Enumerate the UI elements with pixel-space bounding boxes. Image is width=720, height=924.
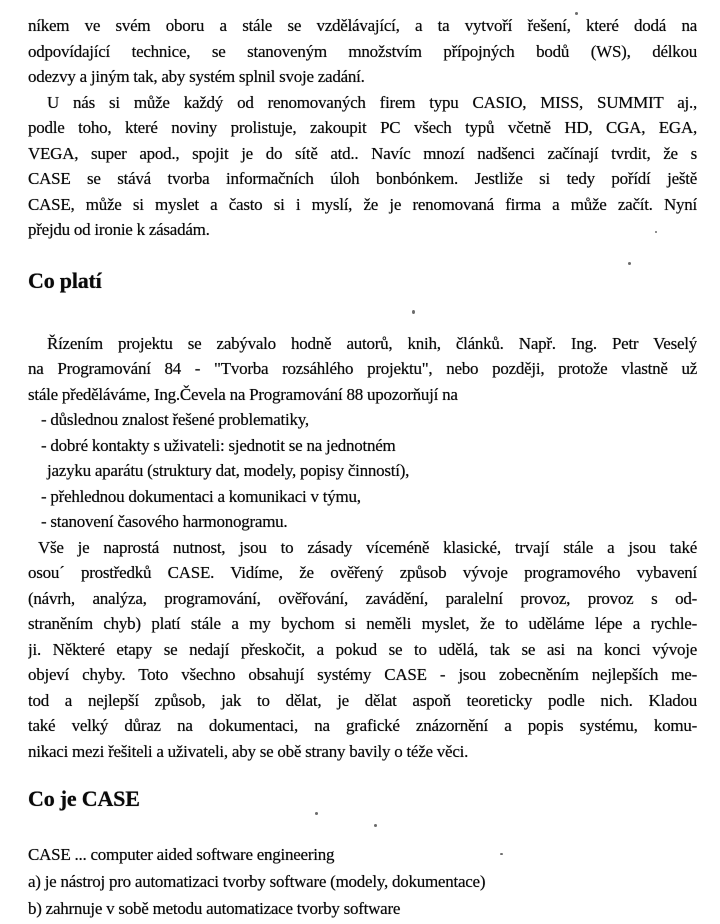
text-line: straněním chyb) platí stále a my bychom si neměli myslet, že to uděláme lépe a rychle-	[28, 614, 697, 633]
text-line: podle toho, které noviny prolistuje, zakoupit PC všech typů včetně HD, CGA, EGA,	[28, 118, 697, 137]
text-line: Vše je naprostá nutnost, jsou to zásady víceméně klasické, trvají stále a jsou také	[38, 537, 697, 557]
text-line: Řízením projektu se zabývalo hodně autorů, knih, článků. Např. Ing. Petr Veselý	[47, 333, 697, 353]
text-line: přejdu od ironie k zásadám.	[28, 220, 210, 239]
text-line: CASE, může si myslet a často si i myslí, že je renomovaná firma a může začít. Nyní	[28, 194, 697, 214]
document-page-text	[28, 13, 697, 922]
scan-speck	[412, 310, 415, 314]
text-line: - důslednou znalost řešené problematiky,	[41, 410, 309, 429]
scan-speck	[315, 812, 318, 815]
text-line: tod a nejlepší způsob, jak to dělat, je dělat aspoň teoreticky podle nich. Kladou	[28, 690, 697, 710]
scan-speck	[655, 231, 657, 233]
text-line: jazyku aparátu (struktury dat, modely, popisy činností),	[47, 461, 410, 480]
text-line: na Programování 84 - "Tvorba rozsáhlého projektu", nebo později, protože vlastně už	[28, 359, 697, 378]
scan-speck	[628, 262, 631, 265]
scan-speck	[500, 853, 503, 855]
scan-speck	[575, 12, 578, 15]
text-line: b) zahrnuje v sobě metodu automatizace tvorby software	[28, 899, 401, 918]
text-line: - dobré kontakty s uživateli: sjednotit se na jednotném	[41, 435, 396, 455]
paragraph-irony	[28, 90, 697, 243]
text-line: stále předěláváme, Ing.Čevela na Programování 88 upozorňují na	[28, 384, 458, 404]
heading-co-je-case: Co je CASE	[28, 786, 140, 811]
principles-list	[28, 407, 697, 535]
text-line: (návrh, analýza, programování, ověřování, zavádění, paralelní provoz, provoz s od-	[28, 588, 697, 608]
text-line: U nás si může každý od renomovaných firem typu CASIO, MISS, SUMMIT aj.,	[47, 92, 697, 112]
text-line: odpovídající technice, se stanoveným množstvím přípojných bodů (WS), délkou	[28, 41, 697, 61]
text-line: CASE se stává tvorba informačních úloh bonbónkem. Jestliže si tedy pořídí ještě	[28, 169, 697, 188]
text-line: VEGA, super apod., spojit je do sítě atd.. Navíc mnozí nadšenci začínají tvrdit, že s	[28, 143, 697, 163]
text-line: také velký důraz na dokumentaci, na grafické znázornění a popis systému, komu-	[28, 716, 697, 735]
text-line: a) je nástroj pro automatizaci tvorby software (modely, dokumentace)	[28, 872, 486, 891]
text-line: nikaci mezi řešiteli a uživateli, aby se obě strany bavily o téže věci.	[28, 741, 469, 761]
scan-speck	[374, 824, 377, 827]
text-line: - stanovení časového harmonogramu.	[41, 512, 288, 531]
heading-co-plati: Co platí	[28, 268, 102, 293]
paragraph-project-management	[28, 331, 697, 408]
text-line: objeví chyby. Toto všechno obsahují systémy CASE - jsou zobecněním nejlepších me-	[28, 665, 697, 684]
text-line: ji. Některé etapy se nedají přeskočit, a pokud se to udělá, tak se asi na konci vývoje	[28, 639, 697, 659]
text-line: - přehlednou dokumentaci a komunikaci v týmu,	[41, 486, 361, 506]
paragraph-continuation	[28, 13, 697, 90]
text-line: CASE ... computer aided software engineering	[28, 845, 335, 864]
text-line: níkem ve svém oboru a stále se vzdělávající, a ta vytvoří řešení, které dodá na	[28, 16, 697, 35]
paragraph-necessity	[28, 535, 697, 765]
text-line: odezvy a jiným tak, aby systém splnil svoje zadání.	[28, 67, 365, 86]
text-line: osou´ prostředků CASE. Vidíme, že ověřený způsob vývoje programového vybavení	[28, 563, 697, 582]
case-definition-block	[28, 841, 697, 922]
